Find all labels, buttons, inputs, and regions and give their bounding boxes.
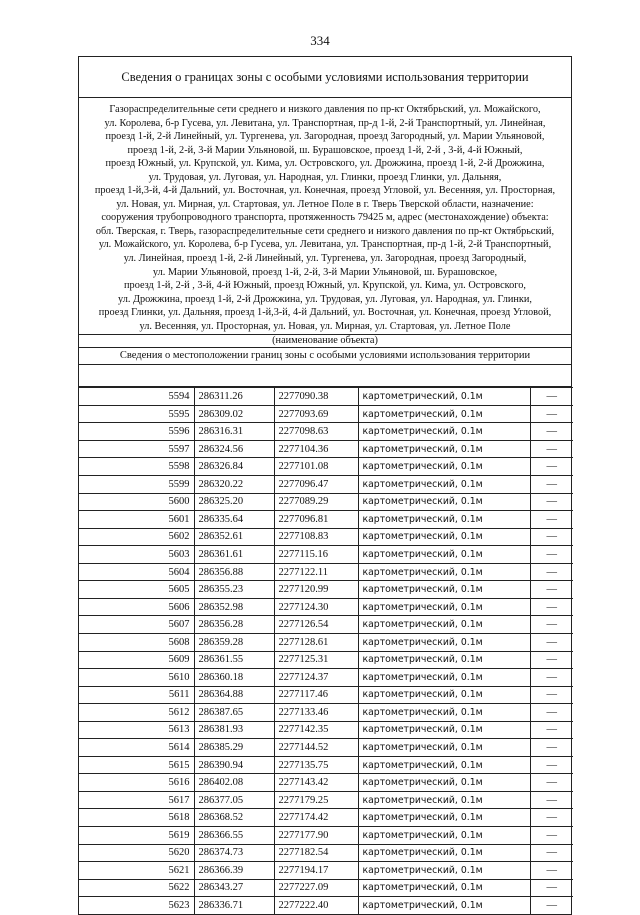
table-row <box>79 791 573 809</box>
description-line: проезд 1-й, 2-й, 3-й Марии Ульяновой, ш. Бурашовское, проезд 1-й, 2-й , 3-й, 4-й Южный, <box>127 144 523 156</box>
zone-boundary-form <box>78 56 572 915</box>
description-line: ул. Линейная, проезд 1-й, 2-й Линейный, ул. Тургенева, ул. Загородная, проезд Загородный, <box>123 253 527 265</box>
point-number: 5600 <box>79 493 194 511</box>
description-line: проезд 1-й, 2-й Линейный, ул. Тургенева, ул. Загородная, проезд Загородный, ул. Марии Ульяновой, <box>105 131 545 143</box>
table-row <box>79 388 573 406</box>
accuracy-dash: — <box>530 511 573 529</box>
point-number: 5597 <box>79 440 194 458</box>
coordinate-y: 2277135.75 <box>274 756 358 774</box>
table-row <box>79 405 573 423</box>
table-row <box>79 879 573 897</box>
point-number: 5594 <box>79 388 194 406</box>
description-line: проезд 1-й, 2-й , 3-й, 4-й Южный, проезд Южный, ул. Крупской, ул. Кима, ул. Островского, <box>124 280 526 292</box>
determination-method: картометрический, 0.1м <box>358 458 530 476</box>
section-title: Сведения о местоположении границ зоны с особыми условиями использования территории <box>79 348 571 365</box>
description-line: ул. Новая, ул. Мирная, ул. Стартовая, ул. Летное Поле в г. Тверь Тверской области, назначение: <box>116 198 534 210</box>
coordinate-y: 2277142.35 <box>274 721 358 739</box>
coordinate-x: 286377.05 <box>194 791 274 809</box>
point-number: 5607 <box>79 616 194 634</box>
determination-method: картометрический, 0.1м <box>358 616 530 634</box>
point-number: 5615 <box>79 756 194 774</box>
description-line: ул. Королева, б-р Гусева, ул. Левитана, ул. Транспортная, пр-д 1-й, 2-й Транспортный, ул. Линейная, <box>104 117 546 129</box>
coordinate-x: 286355.23 <box>194 581 274 599</box>
accuracy-dash: — <box>530 546 573 564</box>
coordinate-y: 2277093.69 <box>274 405 358 423</box>
determination-method: картометрический, 0.1м <box>358 388 530 406</box>
determination-method: картометрический, 0.1м <box>358 493 530 511</box>
point-number: 5610 <box>79 669 194 687</box>
coordinate-y: 2277128.61 <box>274 633 358 651</box>
object-description <box>79 98 571 335</box>
determination-method: картометрический, 0.1м <box>358 511 530 529</box>
determination-method: картометрический, 0.1м <box>358 563 530 581</box>
table-row <box>79 774 573 792</box>
coordinate-y: 2277182.54 <box>274 844 358 862</box>
point-number: 5605 <box>79 581 194 599</box>
accuracy-dash: — <box>530 405 573 423</box>
accuracy-dash: — <box>530 528 573 546</box>
determination-method: картометрический, 0.1м <box>358 791 530 809</box>
table-row <box>79 844 573 862</box>
table-row <box>79 616 573 634</box>
coordinate-y: 2277143.42 <box>274 774 358 792</box>
accuracy-dash: — <box>530 721 573 739</box>
accuracy-dash: — <box>530 704 573 722</box>
table-row <box>79 546 573 564</box>
coordinate-y: 2277177.90 <box>274 826 358 844</box>
coordinate-y: 2277090.38 <box>274 388 358 406</box>
form-title: Сведения о границах зоны с особыми условиями использования территории <box>79 57 571 98</box>
coordinate-y: 2277104.36 <box>274 440 358 458</box>
determination-method: картометрический, 0.1м <box>358 844 530 862</box>
point-number: 5622 <box>79 879 194 897</box>
description-line: сооружения трубопроводного транспорта, протяженность 79425 м, адрес (местонахождение) объекта: <box>101 212 549 224</box>
coordinate-y: 2277124.37 <box>274 669 358 687</box>
table-row <box>79 598 573 616</box>
table-row <box>79 440 573 458</box>
object-name-caption: (наименование объекта) <box>79 335 571 348</box>
coordinate-y: 2277133.46 <box>274 704 358 722</box>
point-number: 5617 <box>79 791 194 809</box>
accuracy-dash: — <box>530 739 573 757</box>
accuracy-dash: — <box>530 388 573 406</box>
accuracy-dash: — <box>530 616 573 634</box>
table-row <box>79 739 573 757</box>
coordinate-x: 286364.88 <box>194 686 274 704</box>
coordinate-x: 286366.55 <box>194 826 274 844</box>
determination-method: картометрический, 0.1м <box>358 528 530 546</box>
accuracy-dash: — <box>530 423 573 441</box>
coordinate-x: 286359.28 <box>194 633 274 651</box>
accuracy-dash: — <box>530 686 573 704</box>
coordinate-x: 286311.26 <box>194 388 274 406</box>
point-number: 5609 <box>79 651 194 669</box>
determination-method: картометрический, 0.1м <box>358 879 530 897</box>
determination-method: картометрический, 0.1м <box>358 581 530 599</box>
table-row <box>79 826 573 844</box>
coordinate-x: 286335.64 <box>194 511 274 529</box>
point-number: 5595 <box>79 405 194 423</box>
determination-method: картометрический, 0.1м <box>358 704 530 722</box>
table-row <box>79 581 573 599</box>
coordinate-x: 286381.93 <box>194 721 274 739</box>
point-number: 5601 <box>79 511 194 529</box>
coordinate-x: 286325.20 <box>194 493 274 511</box>
coordinate-y: 2277098.63 <box>274 423 358 441</box>
coordinate-x: 286374.73 <box>194 844 274 862</box>
determination-method: картометрический, 0.1м <box>358 440 530 458</box>
coordinate-y: 2277194.17 <box>274 862 358 880</box>
point-number: 5598 <box>79 458 194 476</box>
point-number: 5613 <box>79 721 194 739</box>
coordinate-x: 286385.29 <box>194 739 274 757</box>
coordinate-x: 286343.27 <box>194 879 274 897</box>
coordinate-y: 2277222.40 <box>274 897 358 914</box>
table-row <box>79 458 573 476</box>
coordinate-y: 2277115.16 <box>274 546 358 564</box>
coordinate-x: 286352.61 <box>194 528 274 546</box>
table-row <box>79 511 573 529</box>
point-number: 5612 <box>79 704 194 722</box>
accuracy-dash: — <box>530 476 573 494</box>
description-line: ул. Марии Ульяновой, проезд 1-й, 2-й, 3-й Марии Ульяновой, ш. Бурашовское, <box>152 266 498 278</box>
coordinate-x: 286390.94 <box>194 756 274 774</box>
coordinate-x: 286361.55 <box>194 651 274 669</box>
accuracy-dash: — <box>530 774 573 792</box>
point-number: 5596 <box>79 423 194 441</box>
coordinate-x: 286326.84 <box>194 458 274 476</box>
table-row <box>79 528 573 546</box>
point-number: 5602 <box>79 528 194 546</box>
determination-method: картометрический, 0.1м <box>358 897 530 914</box>
determination-method: картометрический, 0.1м <box>358 633 530 651</box>
point-number: 5614 <box>79 739 194 757</box>
coordinate-x: 286387.65 <box>194 704 274 722</box>
coordinates-table <box>79 387 573 913</box>
determination-method: картометрический, 0.1м <box>358 739 530 757</box>
determination-method: картометрический, 0.1м <box>358 686 530 704</box>
point-number: 5603 <box>79 546 194 564</box>
coordinate-y: 2277120.99 <box>274 581 358 599</box>
description-line: проезд Глинки, ул. Дальняя, проезд 1-й,3-й, 4-й Дальний, ул. Восточная, ул. Конечная, проезд Угловой, <box>98 307 552 319</box>
page-number: 334 <box>310 33 330 48</box>
point-number: 5618 <box>79 809 194 827</box>
description-line: проезд 1-й,3-й, 4-й Дальний, ул. Восточная, ул. Конечная, проезд Угловой, ул. Весенняя, ул. Просторная, <box>94 185 556 197</box>
accuracy-dash: — <box>530 440 573 458</box>
coordinate-x: 286320.22 <box>194 476 274 494</box>
determination-method: картометрический, 0.1м <box>358 598 530 616</box>
accuracy-dash: — <box>530 493 573 511</box>
determination-method: картометрический, 0.1м <box>358 809 530 827</box>
coordinate-x: 286366.39 <box>194 862 274 880</box>
table-row <box>79 686 573 704</box>
table-row <box>79 476 573 494</box>
point-number: 5620 <box>79 844 194 862</box>
table-row <box>79 721 573 739</box>
accuracy-dash: — <box>530 862 573 880</box>
table-row <box>79 651 573 669</box>
point-number: 5608 <box>79 633 194 651</box>
accuracy-dash: — <box>530 458 573 476</box>
accuracy-dash: — <box>530 756 573 774</box>
determination-method: картометрический, 0.1м <box>358 546 530 564</box>
coordinate-y: 2277117.46 <box>274 686 358 704</box>
coordinate-x: 286356.88 <box>194 563 274 581</box>
description-line: Газораспределительные сети среднего и низкого давления по пр-кт Октябрьский, ул. Можайского, <box>109 104 541 115</box>
table-row <box>79 704 573 722</box>
table-row <box>79 423 573 441</box>
point-number: 5619 <box>79 826 194 844</box>
accuracy-dash: — <box>530 879 573 897</box>
coordinate-y: 2277108.83 <box>274 528 358 546</box>
coordinate-x: 286352.98 <box>194 598 274 616</box>
point-number: 5611 <box>79 686 194 704</box>
description-line: ул. Дрожжина, проезд 1-й, 2-й Дрожжина, ул. Трудовая, ул. Луговая, ул. Народная, ул. Глинки, <box>118 293 532 305</box>
table-header-gap <box>79 365 571 387</box>
table-row <box>79 669 573 687</box>
point-number: 5599 <box>79 476 194 494</box>
coordinate-y: 2277144.52 <box>274 739 358 757</box>
description-line: обл. Тверская, г. Тверь, газораспределительные сети среднего и низкого давления по пр-кт Октябрьский, <box>95 225 555 237</box>
description-line: ул. Трудовая, ул. Луговая, ул. Народная, ул. Глинки, проезд Глинки, ул. Дальняя, <box>148 171 502 183</box>
accuracy-dash: — <box>530 598 573 616</box>
coordinate-x: 286361.61 <box>194 546 274 564</box>
point-number: 5616 <box>79 774 194 792</box>
determination-method: картометрический, 0.1м <box>358 774 530 792</box>
table-row <box>79 897 573 914</box>
coordinate-x: 286368.52 <box>194 809 274 827</box>
accuracy-dash: — <box>530 651 573 669</box>
determination-method: картометрический, 0.1м <box>358 721 530 739</box>
coordinate-y: 2277101.08 <box>274 458 358 476</box>
table-row <box>79 633 573 651</box>
determination-method: картометрический, 0.1м <box>358 405 530 423</box>
determination-method: картометрический, 0.1м <box>358 862 530 880</box>
coordinate-y: 2277096.81 <box>274 511 358 529</box>
coordinate-y: 2277125.31 <box>274 651 358 669</box>
determination-method: картометрический, 0.1м <box>358 669 530 687</box>
coordinate-y: 2277126.54 <box>274 616 358 634</box>
point-number: 5604 <box>79 563 194 581</box>
determination-method: картометрический, 0.1м <box>358 651 530 669</box>
determination-method: картометрический, 0.1м <box>358 476 530 494</box>
accuracy-dash: — <box>530 791 573 809</box>
coordinate-y: 2277174.42 <box>274 809 358 827</box>
coordinate-x: 286402.08 <box>194 774 274 792</box>
coordinate-y: 2277096.47 <box>274 476 358 494</box>
description-line: проезд Южный, ул. Крупской, ул. Кима, ул. Островского, ул. Дрожжина, проезд 1-й, 2-й Дрожжина, <box>105 158 545 170</box>
table-row <box>79 493 573 511</box>
accuracy-dash: — <box>530 563 573 581</box>
coordinate-y: 2277089.29 <box>274 493 358 511</box>
accuracy-dash: — <box>530 809 573 827</box>
accuracy-dash: — <box>530 669 573 687</box>
point-number: 5621 <box>79 862 194 880</box>
accuracy-dash: — <box>530 633 573 651</box>
table-row <box>79 563 573 581</box>
determination-method: картометрический, 0.1м <box>358 423 530 441</box>
coordinate-x: 286360.18 <box>194 669 274 687</box>
accuracy-dash: — <box>530 581 573 599</box>
table-row <box>79 862 573 880</box>
coordinate-x: 286309.02 <box>194 405 274 423</box>
coordinate-y: 2277124.30 <box>274 598 358 616</box>
coordinate-x: 286336.71 <box>194 897 274 914</box>
description-line: ул. Весенняя, ул. Просторная, ул. Новая, ул. Мирная, ул. Стартовая, ул. Летное Поле <box>139 320 511 332</box>
coordinate-y: 2277122.11 <box>274 563 358 581</box>
coordinate-x: 286356.28 <box>194 616 274 634</box>
table-row <box>79 756 573 774</box>
accuracy-dash: — <box>530 897 573 914</box>
table-row <box>79 809 573 827</box>
point-number: 5623 <box>79 897 194 914</box>
coordinate-x: 286324.56 <box>194 440 274 458</box>
coordinate-y: 2277227.09 <box>274 879 358 897</box>
point-number: 5606 <box>79 598 194 616</box>
description-line: ул. Можайского, ул. Королева, б-р Гусева, ул. Левитана, ул. Транспортная, пр-д 1-й, 2-й Транспортный, <box>98 239 552 251</box>
accuracy-dash: — <box>530 826 573 844</box>
determination-method: картометрический, 0.1м <box>358 756 530 774</box>
coordinate-x: 286316.31 <box>194 423 274 441</box>
coordinate-y: 2277179.25 <box>274 791 358 809</box>
determination-method: картометрический, 0.1м <box>358 826 530 844</box>
accuracy-dash: — <box>530 844 573 862</box>
